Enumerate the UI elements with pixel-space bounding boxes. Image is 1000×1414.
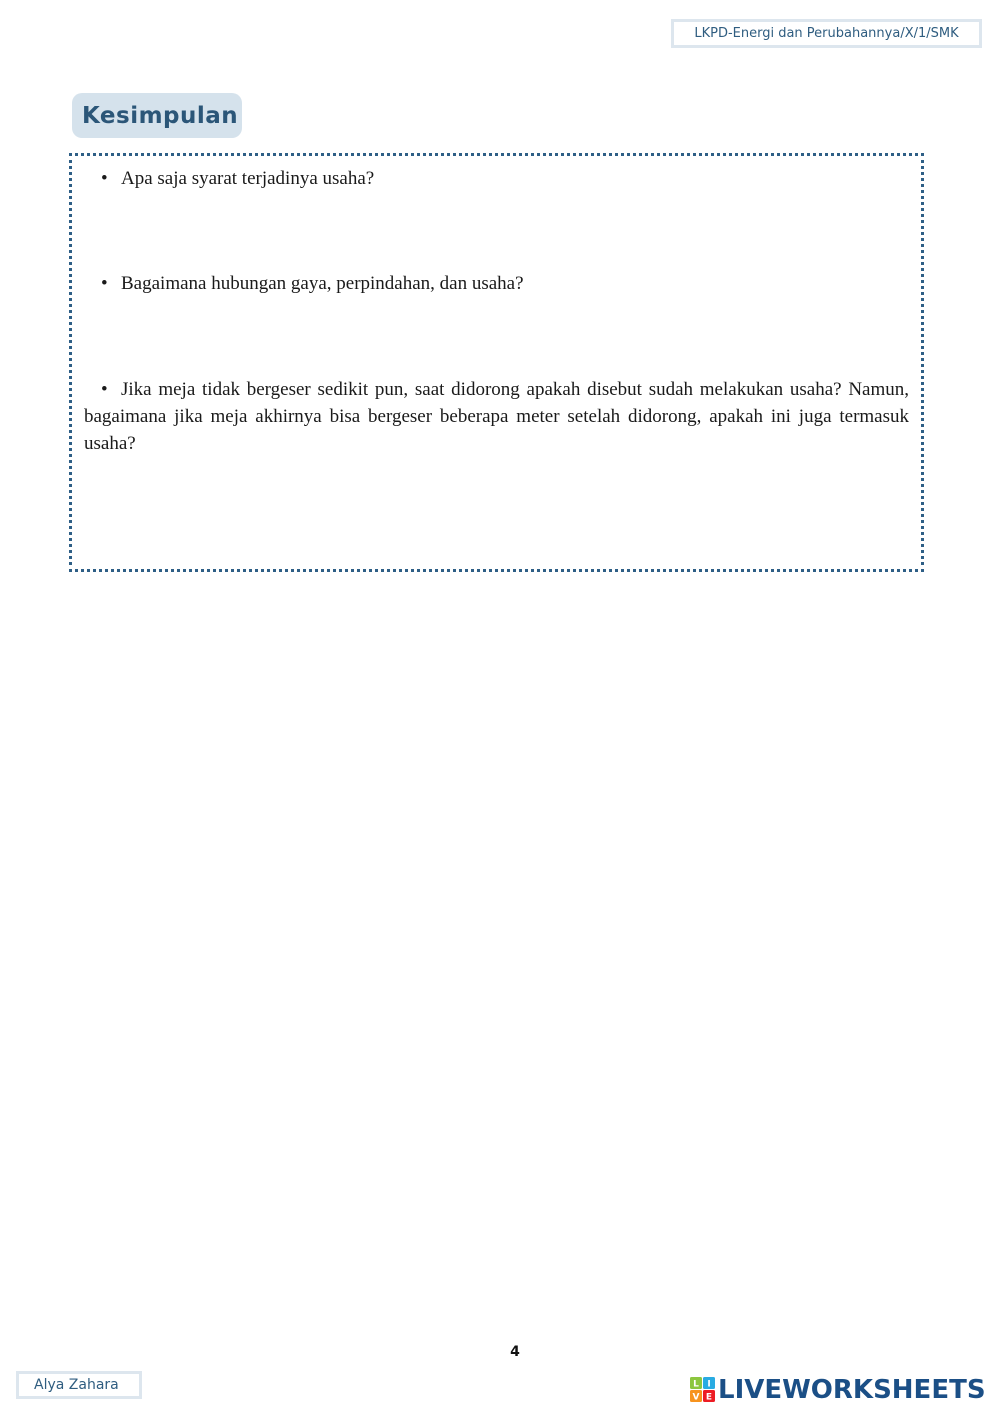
svg-text:L: L	[693, 1379, 699, 1390]
question-item	[84, 165, 909, 192]
question-item	[84, 270, 909, 297]
brand-logo-link[interactable]	[690, 1373, 986, 1406]
brand-text: LIVEWORKSHEETS	[718, 1374, 986, 1405]
bullet-icon: •	[101, 273, 108, 294]
section-title-tag	[72, 93, 242, 138]
header-tag-text: LKPD-Energi dan Perubahannya/X/1/SMK	[694, 26, 959, 41]
svg-text:V: V	[692, 1392, 700, 1402]
bullet-icon: •	[101, 168, 108, 189]
liveworksheets-logo-icon	[690, 1377, 715, 1402]
svg-text:E: E	[705, 1392, 713, 1402]
section-title: Kesimpulan	[82, 102, 239, 129]
question-text: Apa saja syarat terjadinya usaha?	[121, 168, 375, 189]
question-box	[69, 153, 924, 572]
author-tag	[16, 1371, 142, 1399]
question-item	[84, 376, 909, 457]
document-header-tag	[671, 19, 982, 48]
page-number: 4	[510, 1344, 520, 1360]
question-text: Jika meja tidak bergeser sedikit pun, saat didorong apakah disebut sudah melakukan usaha? Namun, bagaimana jika meja akhirnya bisa bergeser beberapa meter setelah didorong, apakah ini juga termasuk usaha?	[84, 379, 909, 454]
bullet-icon: •	[101, 379, 108, 400]
question-text: Bagaimana hubungan gaya, perpindahan, dan usaha?	[121, 273, 524, 294]
author-name: Alya Zahara	[34, 1377, 119, 1393]
svg-text:I: I	[707, 1379, 711, 1390]
